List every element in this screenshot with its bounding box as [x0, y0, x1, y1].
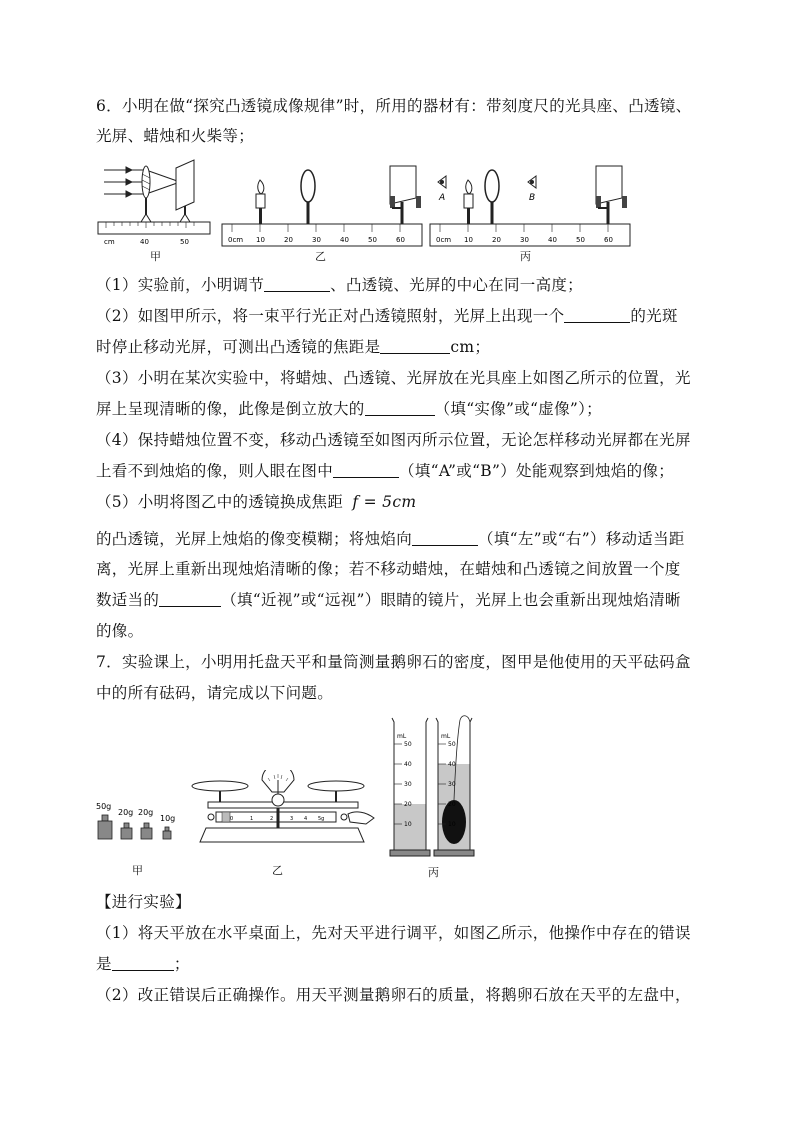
cylinder-left-tick-label-50: 50: [404, 741, 412, 748]
lens-icon: [485, 170, 499, 224]
candle-icon: [464, 180, 473, 224]
cylinder-right-unit: mL: [441, 733, 451, 740]
q6-part5-line2-pre: 的凸透镜，光屏上烛焰的像变模糊；将烛焰向: [96, 530, 413, 548]
q7-part2-line1: （2）改正错误后正确操作。用天平测量鹅卵石的质量，将鹅卵石放在天平的左盘中，: [96, 986, 691, 1004]
q6-part5-line1: [96, 492, 700, 512]
q7-stem-line1: 7．实验课上，小明用托盘天平和量筒测量鹅卵石的密度，图甲是他使用的天平砝码盒: [96, 653, 691, 671]
cylinder-left-tick-label-10: 10: [404, 821, 412, 828]
cylinder-right-tick-label-40: 40: [448, 761, 456, 768]
screen-icon: [390, 166, 421, 224]
q7-part1-blank[interactable]: [112, 955, 174, 971]
q6-part1-post: 、凸透镜、光屏的中心在同一高度；: [330, 276, 583, 294]
q6-part2-line2: [96, 337, 700, 357]
q6-part5-formula: f = 5cm: [352, 493, 417, 511]
q6-stem-line1: 6．小明在做“探究凸透镜成像规律”时，所用的器材有：带刻度尺的光具座、凸透镜、: [96, 97, 692, 115]
q6-part5-blank1[interactable]: [412, 530, 478, 546]
q6-stem-line2: 光屏、蜡烛和火柴等；: [96, 127, 255, 145]
q6-jia-tick-50: 50: [180, 238, 189, 246]
q6-bing-tick-20: 20: [492, 236, 501, 244]
cylinder-right-tick-label-10: 10: [448, 821, 456, 828]
q6-part4-line1: （4）保持蜡烛位置不变，移动凸透镜至如图丙所示位置，无论怎样移动光屏都在光屏: [96, 431, 691, 449]
q6-part3-line2: [96, 399, 700, 419]
q6-part3-line2-pre: 屏上呈现清晰的像，此像是倒立放大的: [96, 400, 365, 418]
cylinder-right-tick-label-50: 50: [448, 741, 456, 748]
q7-yi-scale-5: 5g: [318, 816, 325, 822]
q7-figure-bing-caption: 丙: [428, 866, 439, 879]
q7-figure-yi: [186, 770, 378, 850]
q6-part2-blank2[interactable]: [380, 338, 450, 354]
q6-yi-tick-30: 30: [312, 236, 321, 244]
q6-bing-tick-60: 60: [604, 236, 613, 244]
lens-icon: [301, 170, 315, 224]
q6-figure-yi-caption: 乙: [315, 250, 326, 263]
q7-yi-scale-4: 4: [304, 816, 308, 822]
q6-bing-label-b: B: [529, 193, 536, 203]
eye-b-icon: [528, 176, 536, 188]
q6-part5-line2-post: （填“左”或“右”）移动适当距: [478, 530, 685, 548]
balance-icon: [192, 770, 374, 842]
screen-icon: [596, 166, 627, 224]
q6-part5-line4: [96, 590, 700, 610]
q6-bing-tick-50: 50: [576, 236, 585, 244]
q6-jia-unit: cm: [104, 238, 115, 246]
q6-part5-line5: 的像。: [96, 622, 144, 640]
weight-20g-icon: [121, 823, 132, 839]
q6-part2-line1: [96, 306, 700, 326]
q6-yi-tick-50: 50: [368, 236, 377, 244]
q6-part2-line2-pre: 时停止移动光屏，可测出凸透镜的焦距是: [96, 338, 381, 356]
q7-yi-scale-1: 1: [250, 816, 254, 822]
q6-part2-line2-post: cm；: [450, 338, 491, 356]
q7-weight-20g-label-2: 20g: [138, 808, 154, 817]
weight-10g-icon: [163, 827, 171, 839]
q7-yi-scale-0: 0: [230, 816, 234, 822]
q6-figure-bing: [428, 162, 634, 248]
q7-figure-yi-caption: 乙: [272, 864, 283, 877]
q6-bing-tick-30: 30: [520, 236, 529, 244]
q6-yi-tick-20: 20: [284, 236, 293, 244]
q6-figure-jia-caption: 甲: [150, 250, 161, 263]
q6-part4-line2: [96, 461, 700, 481]
q6-yi-tick-60: 60: [396, 236, 405, 244]
cylinder-right-tick-label-30: 30: [448, 781, 456, 788]
q6-part1-pre: （1）实验前，小明调节: [96, 276, 265, 294]
q6-part4-line2-post: （填“A”或“B”）处能观察到烛焰的像；: [399, 462, 675, 480]
eye-a-icon: [438, 176, 446, 188]
q6-part3-line2-post: （填“实像”或“虚像”）；: [434, 400, 602, 418]
q6-part5-line3: 离，光屏上重新出现烛焰清晰的像；若不移动蜡烛，在蜡烛和凸透镜之间放置一个度: [96, 560, 681, 578]
q6-bing-tick-0: 0cm: [436, 236, 452, 244]
q6-yi-tick-40: 40: [340, 236, 349, 244]
q6-part1: [96, 275, 700, 295]
q6-figure-bing-caption: 丙: [520, 250, 531, 263]
q7-part1-line1: （1）将天平放在水平桌面上，先对天平进行调平，如图乙所示，他操作中存在的错误: [96, 924, 691, 942]
q6-yi-tick-10: 10: [256, 236, 265, 244]
q7-part1-line2-post: ；: [173, 955, 190, 973]
q7-figure-bing: [388, 712, 484, 860]
q6-part5-line2: [96, 529, 700, 549]
q7-yi-scale-3: 3: [290, 816, 294, 822]
q7-weight-50g-label: 50g: [96, 802, 112, 811]
q6-part1-blank[interactable]: [264, 276, 330, 292]
q7-weight-10g-label: 10g: [160, 814, 176, 823]
q6-part5-line4-pre: 数适当的: [96, 591, 160, 609]
q6-figure-jia: [96, 156, 214, 256]
q6-part2-pre: （2）如图甲所示，将一束平行光正对凸透镜照射，光屏上出现一个: [96, 307, 565, 325]
cylinder-left-unit: mL: [397, 733, 407, 740]
weight-20g-icon: [141, 823, 152, 839]
cylinder-right-tick-label-20: 20: [448, 801, 456, 808]
candle-icon: [256, 180, 265, 224]
q6-part4-line2-pre: 上看不到烛焰的像，则人眼在图中: [96, 462, 334, 480]
cylinder-left-tick-label-30: 30: [404, 781, 412, 788]
q7-yi-scale-2: 2: [270, 816, 274, 822]
q6-bing-tick-10: 10: [464, 236, 473, 244]
q6-part5-blank2[interactable]: [159, 591, 221, 607]
q6-part3-line1: （3）小明在某次实验中，将蜡烛、凸透镜、光屏放在光具座上如图乙所示的位置，光: [96, 369, 691, 387]
q7-section-title: 【进行实验】: [96, 893, 191, 911]
q7-stem-line2: 中的所有砝码，请完成以下问题。: [96, 684, 334, 702]
q6-part3-blank[interactable]: [365, 400, 435, 416]
q7-figure-jia-caption: 甲: [132, 864, 143, 877]
q6-yi-tick-0: 0cm: [228, 236, 244, 244]
q7-weight-20g-label-1: 20g: [118, 808, 134, 817]
cylinder-left-tick-label-20: 20: [404, 801, 412, 808]
weight-50g-icon: [98, 815, 112, 839]
q6-part2-post: 的光斑: [630, 307, 678, 325]
q6-jia-tick-40: 40: [140, 238, 149, 246]
q6-part2-blank1[interactable]: [564, 307, 630, 323]
q7-part1-line2-pre: 是: [96, 955, 112, 973]
q6-part5-line4-post: （填“近视”或“远视”）眼睛的镜片，光屏上也会重新出现烛焰清晰: [221, 591, 681, 609]
q7-figure-jia: [96, 798, 182, 848]
q6-part5-line1-text: （5）小明将图乙中的透镜换成焦距: [96, 493, 344, 511]
q6-figure-yi: [220, 162, 425, 248]
q6-bing-label-a: A: [439, 193, 446, 203]
q6-part4-blank[interactable]: [333, 462, 399, 478]
cylinder-left-tick-label-40: 40: [404, 761, 412, 768]
q6-bing-tick-40: 40: [548, 236, 557, 244]
q7-part1-line2: [96, 954, 700, 974]
